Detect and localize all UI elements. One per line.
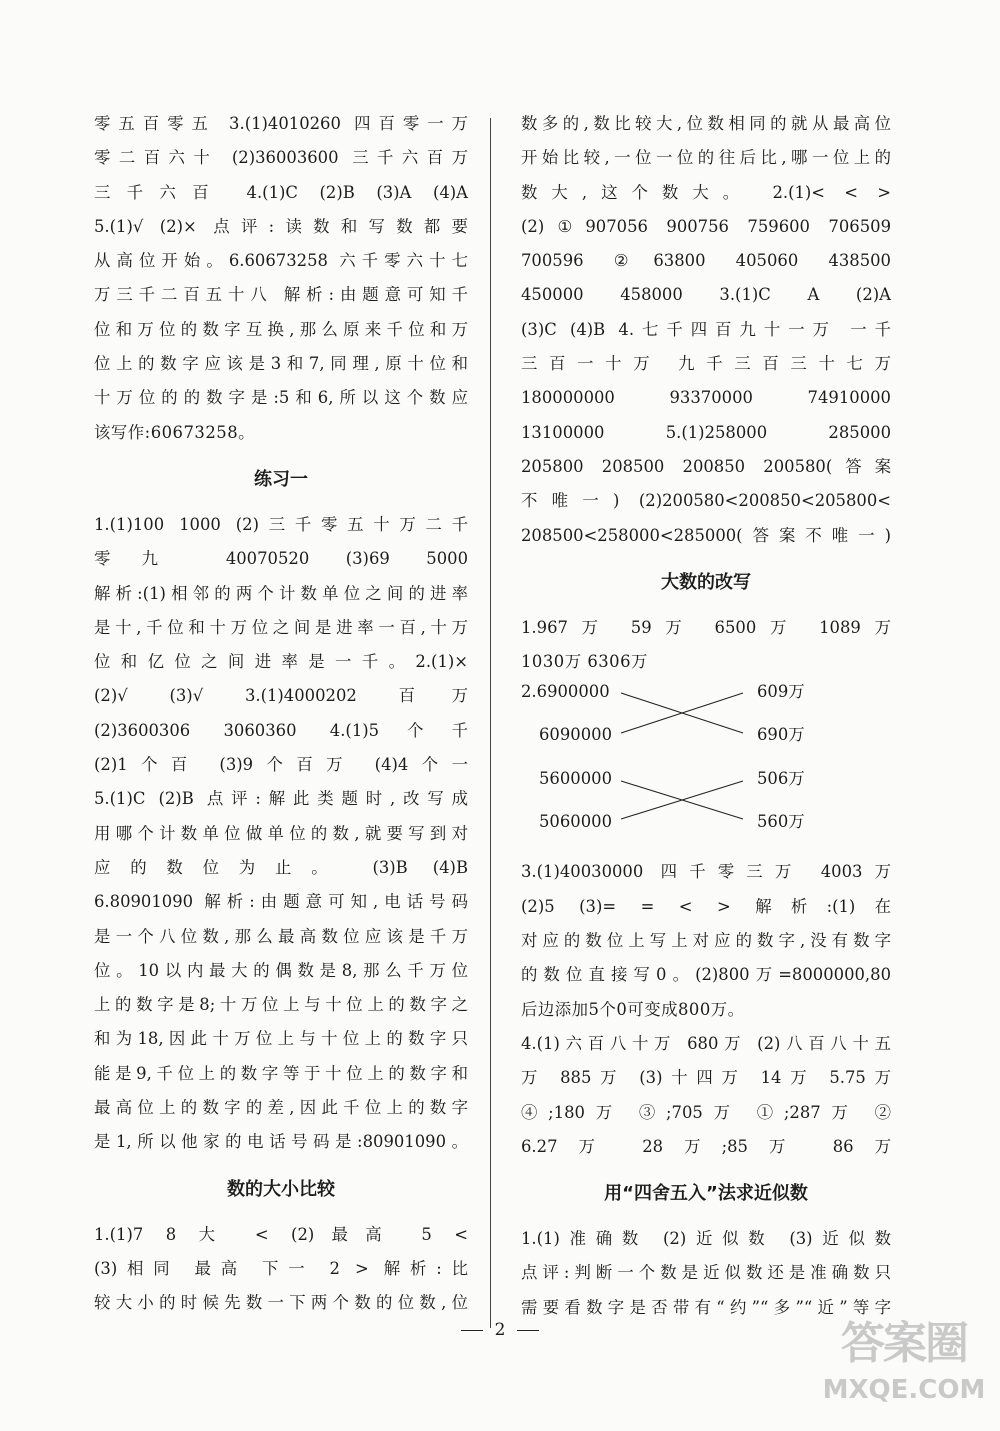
answer-line: 位上的数字应该是3和7,同理,原十位和 [94, 354, 468, 374]
answer-line: 位和亿位之间进率是一千。2.(1)× [94, 652, 468, 672]
matching-left-item: 5600000 [539, 769, 612, 789]
answer-line: 解析:(1)相邻的两个计数单位之间的进率 [94, 583, 468, 603]
answer-line: 6.80901090 解析:由题意可知,电话号码 [94, 892, 468, 912]
answer-line: 位和万位的数字互换,那么原来千位和万 [94, 319, 468, 339]
answer-line: 208500<258000<285000(答案不唯一) [521, 525, 891, 545]
matching-right-item: 609万 [757, 682, 805, 702]
answer-line: 1030万 6306万 [521, 652, 648, 672]
answer-line: 三百一十万 九千三百三十七万 [521, 354, 891, 374]
right-answer-block-b [521, 611, 891, 680]
answer-line: 700596 ②63800 405060 438500 [521, 251, 891, 271]
right-answer-block-c [521, 855, 891, 1164]
answer-line: 用哪个计数单位做单位的数,就要写到对 [94, 823, 468, 843]
answer-line: ④;180万 ③;705万 ①;287万 ② [521, 1102, 891, 1122]
answer-line: 13100000 5.(1)258000 285000 [521, 422, 891, 442]
answer-line: 零二百六十 (2)36003600 三千六百万 [94, 148, 468, 168]
answer-line: 180000000 93370000 74910000 [521, 388, 891, 408]
answer-line: 零五百零五 3.(1)4010260 四百零一万 [94, 114, 468, 133]
matching-right-item: 560万 [757, 812, 805, 832]
answer-line: 数大,这个数大。 2.(1)< < > [521, 182, 891, 202]
right-answer-block-a [521, 107, 891, 553]
page-dash-left [461, 1330, 483, 1331]
answer-line: 该写作:60673258。 [94, 422, 256, 442]
answer-line: 数多的,数比较大,位数相同的就从最高位 [521, 114, 891, 133]
answer-line: 1.(1)100 1000 (2)三千零五十万二千 [94, 514, 468, 534]
answer-line: 需要看数字是否带有“约”“多”“近”等字 [521, 1297, 891, 1317]
watermark-logo [816, 1318, 992, 1428]
section-heading-rewrite-large-numbers: 大数的改写 [661, 571, 751, 593]
section-heading-rounding: 用“四舍五入”法求近似数 [604, 1183, 808, 1205]
answer-line: (3)相同 最高 下一 2 > 解析:比 [94, 1258, 468, 1278]
section-heading-compare-numbers: 数的大小比较 [227, 1178, 335, 1200]
answer-line: 是1,所以他家的电话号码是:80901090。 [94, 1132, 468, 1152]
answer-line: 位。10以内最大的偶数是8,那么千万位 [94, 960, 468, 980]
answer-line: 零九 40070520 (3)69 5000 [94, 549, 468, 569]
section-heading-practice-one: 练习一 [254, 468, 308, 490]
right-column [521, 107, 891, 1325]
answer-line: 不唯一) (2)200580<200850<205800< [521, 491, 891, 511]
answer-line: (2)1个百 (3)9个百万 (4)4个一 [94, 755, 468, 775]
answer-line: 1.967万 59万 6500万 1089万 [521, 617, 891, 637]
matching-left-item: 2.6900000 [521, 682, 610, 702]
answer-line: 三千六百 4.(1)C (2)B (3)A (4)A [94, 182, 468, 202]
answer-line: 1.(1)7 8 大 < (2)最高 5 < [94, 1224, 468, 1244]
answer-line: 后边添加5个0可变成800万。 [521, 999, 745, 1019]
answer-line: 是一个八位数,那么最高数位应该是千万 [94, 926, 468, 946]
answer-line: 能是9,千位上的数字等于十位上的数字和 [94, 1063, 468, 1083]
answer-line: (3)C (4)B 4.七千四百九十一万 一千 [521, 319, 891, 339]
watermark-top: 答案圈 [841, 1318, 967, 1369]
answer-line: 和为18,因此十万位上与十位上的数字只 [94, 1029, 468, 1049]
answer-line: 万 885万 (3)十四万 14万 5.75万 [521, 1068, 891, 1088]
answer-line: (2)①907056 900756 759600 706509 [521, 216, 891, 236]
left-answer-block-c [94, 1218, 468, 1321]
answer-line: 5.(1)C (2)B 点评:解此类题时,改写成 [94, 789, 468, 809]
left-answer-block-b [94, 508, 468, 1160]
matching-left-item: 6090000 [539, 725, 612, 745]
answer-line: 最高位上的数字的差,因此千位上的数字 [94, 1098, 468, 1118]
answer-line: 450000 458000 3.(1)C A (2)A [521, 285, 891, 305]
matching-left-item: 5060000 [539, 812, 612, 832]
watermark-bottom: MXQE.COM [822, 1375, 986, 1405]
answer-line: 较大小的时候先数一下两个数的位数,位 [94, 1293, 468, 1313]
answer-line: 点评:判断一个数是近似数还是准确数只 [521, 1263, 891, 1283]
answer-line: (2)√ (3)√ 3.(1)4000202 百万 [94, 686, 468, 706]
column-divider [490, 118, 491, 1328]
answer-line: 是十,千位和十万位之间是进率一百,十万 [94, 617, 468, 637]
matching-diagram [521, 679, 891, 855]
answer-line: 3.(1)40030000 四千零三万 4003万 [521, 862, 891, 882]
answer-line: (2)5 (3)= = < > 解析:(1)在 [521, 896, 891, 916]
answer-line: 万三千二百五十八 解析:由题意可知千 [94, 285, 468, 305]
page-number: 2 [494, 1320, 506, 1340]
answer-line: (2)3600306 3060360 4.(1)5个千 [94, 720, 468, 740]
right-answer-block-d [521, 1222, 891, 1325]
matching-right-item: 690万 [757, 725, 805, 745]
page-dash-right [517, 1330, 539, 1331]
answer-line: 开始比较,一位一位的往后比,哪一位上的 [521, 148, 891, 168]
answer-line: 205800 208500 200850 200580(答案 [521, 456, 891, 476]
answer-line: 5.(1)√ (2)× 点评:读数和写数都要 [94, 216, 468, 236]
answer-line: 的数位直接写0。(2)800万=8000000,80 [521, 965, 891, 985]
left-answer-block-a [94, 107, 468, 450]
answer-line: 上的数字是8;十万位上与十位上的数字之 [94, 995, 468, 1015]
matching-right-item: 506万 [757, 769, 805, 789]
answer-line: 应的数位为止。 (3)B (4)B [94, 857, 468, 877]
left-column [94, 107, 468, 1321]
answer-line: 十万位的的数字是:5和6,所以这个数应 [94, 388, 468, 408]
answer-line: 1.(1)准确数 (2)近似数 (3)近似数 [521, 1229, 891, 1249]
answer-line: 4.(1)六百八十万 680万 (2)八百八十五 [521, 1033, 891, 1053]
answer-line: 对应的数位上写上对应的数字,没有数字 [521, 931, 891, 951]
answer-line: 从高位开始。6.60673258 六千零六十七 [94, 251, 468, 271]
answer-line: 6.27万 28万;85万 86万 [521, 1136, 891, 1156]
